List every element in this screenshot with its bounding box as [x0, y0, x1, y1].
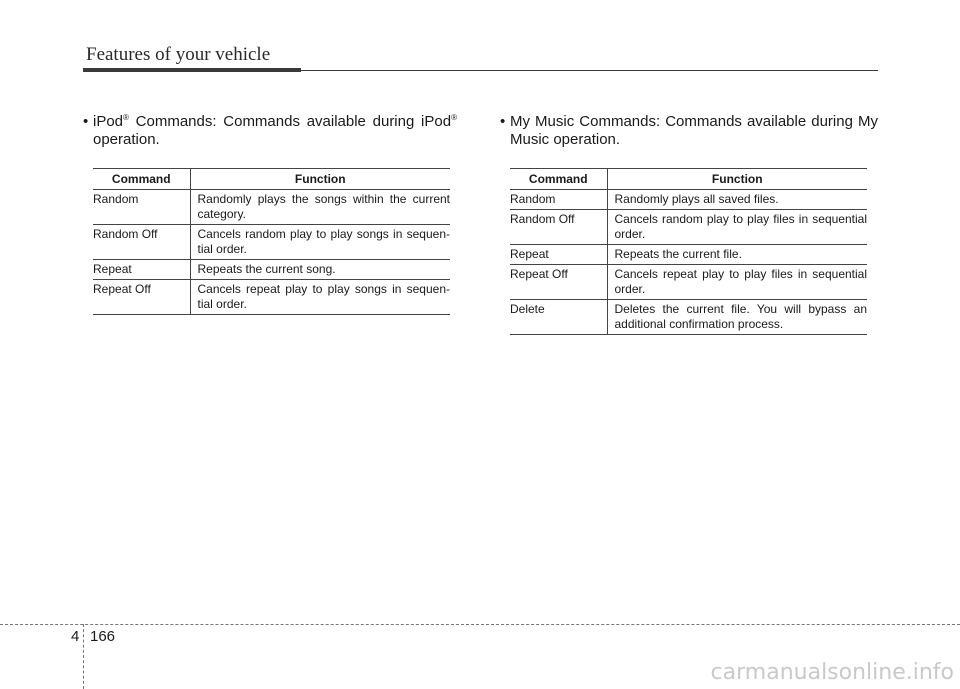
page-header-title: Features of your vehicle: [86, 44, 271, 65]
table-header-row: [510, 169, 867, 190]
column-header-command: Command: [93, 169, 190, 190]
function-cell: Cancels random play to play songs in sequen-tial order.: [190, 225, 450, 260]
table-row: [93, 280, 450, 315]
column-header-command: Command: [510, 169, 607, 190]
header-rule-thin: [301, 70, 878, 71]
ipod-commands-table: [93, 168, 450, 315]
column-header-function: Function: [190, 169, 450, 190]
table-row: [510, 190, 867, 210]
my-music-commands-table: [510, 168, 867, 335]
registered-mark: ®: [451, 113, 457, 122]
table-row: [510, 210, 867, 245]
table-row: [93, 260, 450, 280]
function-cell: Repeats the current song.: [190, 260, 450, 280]
table-row: [510, 265, 867, 300]
command-cell: Random Off: [93, 225, 190, 260]
command-cell: Repeat Off: [510, 265, 607, 300]
registered-mark: ®: [123, 113, 129, 122]
bullet-icon: •: [83, 113, 89, 130]
my-music-commands-intro: [500, 113, 878, 149]
function-cell: Deletes the current file. You will bypass an additional confirmation process.: [607, 300, 867, 335]
page-number: 166: [90, 628, 116, 645]
function-cell: Cancels repeat play to play files in sequential order.: [607, 265, 867, 300]
ipod-intro-c: operation.: [93, 131, 160, 148]
command-cell: Repeat Off: [93, 280, 190, 315]
command-cell: Random: [510, 190, 607, 210]
column-header-function: Function: [607, 169, 867, 190]
chapter-number: 4: [71, 628, 80, 645]
table-row: [93, 225, 450, 260]
table-row: [93, 190, 450, 225]
header-rule-thick: [83, 68, 301, 72]
footer-dashed-divider: [83, 624, 84, 689]
function-cell: Randomly plays the songs within the current category.: [190, 190, 450, 225]
ipod-commands-intro: [83, 113, 457, 149]
command-cell: Random: [93, 190, 190, 225]
function-cell: Randomly plays all saved files.: [607, 190, 867, 210]
ipod-intro-b: Commands: Commands available during iPod: [128, 113, 452, 130]
bullet-icon: •: [500, 113, 506, 130]
table-header-row: [93, 169, 450, 190]
footer-dashed-rule: [0, 624, 960, 625]
command-cell: Random Off: [510, 210, 607, 245]
function-cell: Repeats the current file.: [607, 245, 867, 265]
my-music-intro-text: My Music Commands: Commands available during My Music operation.: [510, 113, 878, 148]
ipod-intro-a: iPod: [93, 113, 124, 130]
function-cell: Cancels repeat play to play songs in sequen-tial order.: [190, 280, 450, 315]
command-cell: Delete: [510, 300, 607, 335]
command-cell: Repeat: [93, 260, 190, 280]
table-row: [510, 245, 867, 265]
function-cell: Cancels random play to play files in sequential order.: [607, 210, 867, 245]
watermark-text: carmanualsonline.info: [710, 660, 954, 685]
command-cell: Repeat: [510, 245, 607, 265]
table-row: [510, 300, 867, 335]
